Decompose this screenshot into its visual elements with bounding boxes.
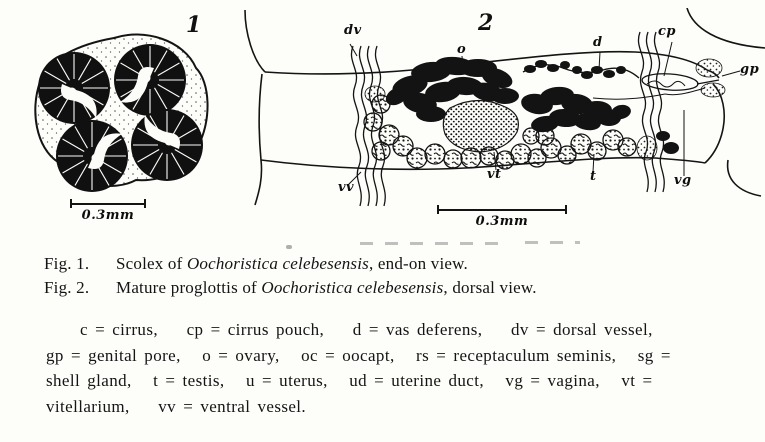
legend-line-4: vitellarium, vv = ventral vessel. bbox=[46, 396, 307, 416]
figure-captions bbox=[44, 252, 744, 300]
scale-tick bbox=[565, 205, 567, 214]
scale-tick bbox=[144, 199, 146, 208]
caption-fig1 bbox=[44, 252, 744, 276]
fig2-label-gp: gp bbox=[740, 62, 760, 77]
scan-artifact-dashes bbox=[360, 242, 510, 245]
legend-line-2: gp = genital pore, o = ovary, oc = oocapt, rs = receptaculum seminis, sg = bbox=[46, 345, 671, 365]
scan-artifact-dashes bbox=[525, 241, 580, 244]
fig1-scale-bar bbox=[70, 199, 146, 208]
fig2-number: 2 bbox=[478, 10, 494, 36]
abbreviation-legend bbox=[46, 317, 736, 419]
fig1-scolex-drawing bbox=[14, 10, 229, 210]
fig1-number: 1 bbox=[186, 12, 202, 38]
caption-fig1-label: Fig. 1. bbox=[44, 254, 90, 273]
caption-fig1-post: , end-on view. bbox=[368, 254, 468, 273]
caption-fig1-species: Oochoristica celebesensis bbox=[186, 254, 369, 273]
caption-fig2 bbox=[44, 276, 744, 300]
caption-fig1-pre: Scolex of bbox=[116, 254, 187, 273]
scale-line bbox=[72, 203, 144, 205]
fig2-scale-bar bbox=[437, 205, 567, 214]
fig1-scale-label: 0.3mm bbox=[81, 208, 135, 223]
vas-deferens bbox=[523, 60, 639, 79]
scan-artifact-dot bbox=[286, 245, 292, 249]
fig2-scale-label: 0.3mm bbox=[475, 214, 529, 229]
fig2-label-dv: dv bbox=[344, 23, 362, 38]
fig2-label-vv: vv bbox=[338, 180, 355, 195]
fig2-label-d: d bbox=[593, 35, 603, 50]
fig2-label-vg: vg bbox=[674, 173, 692, 188]
fig2-label-o: o bbox=[457, 42, 467, 57]
legend-line-3: shell gland, t = testis, u = uterus, ud = uterine duct, vg = vagina, vt = bbox=[46, 371, 653, 390]
caption-fig2-pre: Mature proglottis of bbox=[116, 278, 262, 297]
caption-fig2-species: Oochoristica celebesensis bbox=[261, 278, 444, 297]
legend-line-1: c = cirrus, cp = cirrus pouch, d = vas deferens, dv = dorsal vessel, bbox=[80, 320, 653, 339]
fig2-label-t: t bbox=[590, 169, 597, 184]
fig2-label-vt: vt bbox=[487, 167, 502, 182]
vitellarium bbox=[443, 100, 518, 152]
caption-fig2-label: Fig. 2. bbox=[44, 278, 90, 297]
fig2-label-cp: cp bbox=[658, 24, 677, 39]
fig2-proglottis-drawing bbox=[235, 8, 765, 220]
caption-fig2-post: , dorsal view. bbox=[443, 278, 537, 297]
scale-line bbox=[439, 209, 565, 211]
